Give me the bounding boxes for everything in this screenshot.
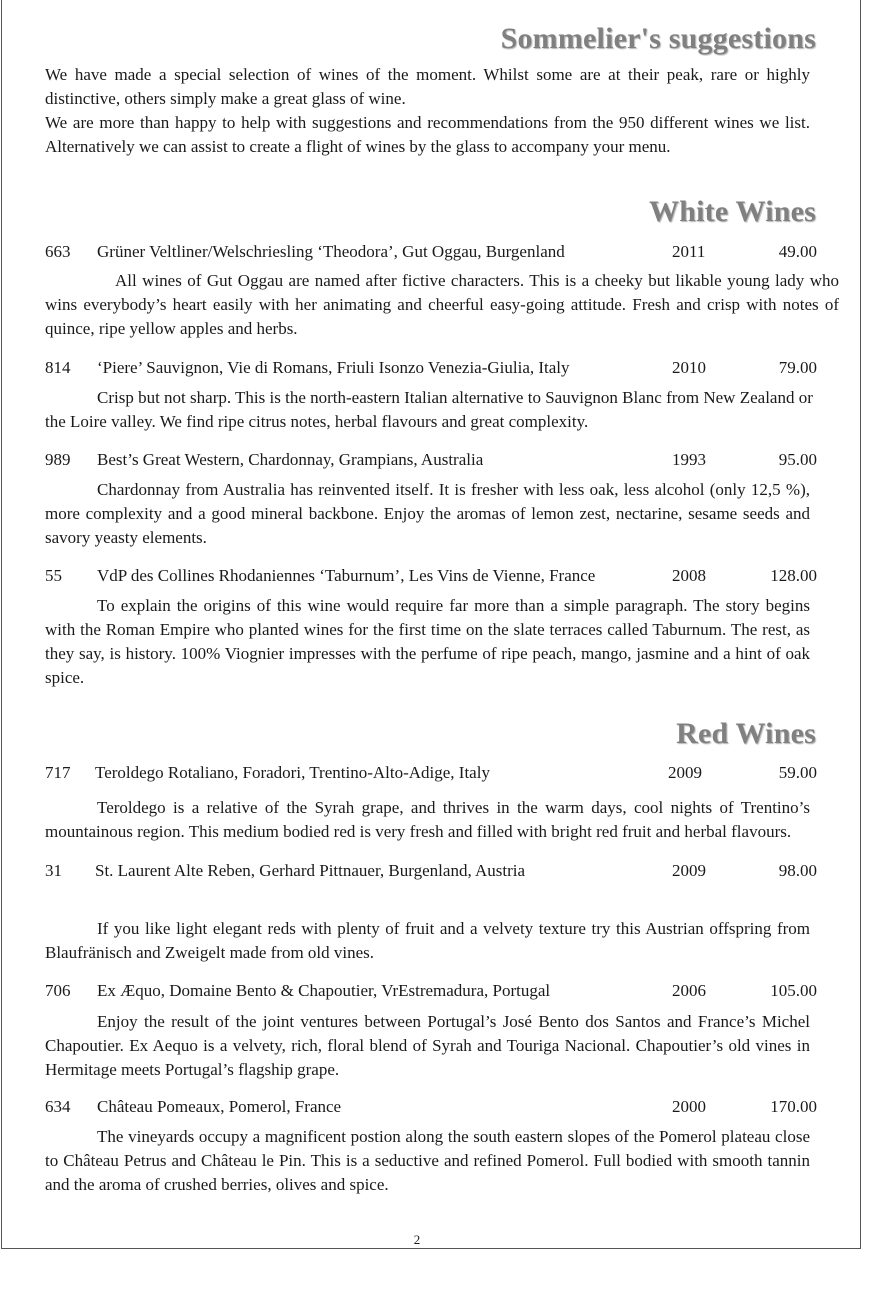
- wine-description: All wines of Gut Oggau are named after fictive characters. This is a cheeky but likable young lady who wins everybody’s heart easily with her animating and cheerful easy-going attitude. Fresh and crisp with notes of quince, ripe yellow apples and herbs.: [45, 271, 839, 338]
- wine-number: 55: [45, 566, 62, 585]
- wine-vintage: 2000: [672, 1097, 706, 1116]
- wine-number: 634: [45, 1097, 71, 1116]
- wine-price: 59.00: [778, 763, 817, 782]
- wine-number: 706: [45, 981, 71, 1000]
- wine-name: Ex Æquo, Domaine Bento & Chapoutier, VrEstremadura, Portugal: [97, 981, 551, 1000]
- wine-description: To explain the origins of this wine would require far more than a simple paragraph. The story begins with the Roman Empire who planted wines for the first time on the slate terraces called Taburnum. The rest, as they say, is history. 100% Viognier impresses with the perfume of ripe peach, mango, jasmine and a hint of oak spice.: [45, 596, 810, 687]
- wine-price: 128.00: [770, 566, 817, 585]
- wine-name: Grüner Veltliner/Welschriesling ‘Theodora’, Gut Oggau, Burgenland: [97, 242, 565, 261]
- wine-description: Crisp but not sharp. This is the north-eastern Italian alternative to Sauvignon Blanc from New Zealand or the Loire valley. We find ripe citrus notes, herbal flavours and great complexity.: [45, 388, 813, 431]
- page-title: Sommelier's suggestions: [500, 22, 816, 55]
- wine-name: Best’s Great Western, Chardonnay, Grampians, Australia: [97, 450, 484, 469]
- wine-name: VdP des Collines Rhodaniennes ‘Taburnum’, Les Vins de Vienne, France: [97, 566, 596, 585]
- wine-entry-header: [45, 240, 817, 264]
- wine-name: St. Laurent Alte Reben, Gerhard Pittnauer, Burgenland, Austria: [95, 861, 526, 880]
- wine-vintage: 2006: [672, 981, 706, 1000]
- wine-name: Château Pomeaux, Pomerol, France: [97, 1097, 342, 1116]
- wine-entry-header: [45, 448, 817, 472]
- wine-entry-header: [45, 859, 817, 883]
- wine-vintage: 1993: [672, 450, 706, 469]
- wine-description: Chardonnay from Australia has reinvented itself. It is fresher with less oak, less alcohol (only 12,5 %), more complexity and a good mineral backbone. Enjoy the aromas of lemon zest, nectarine, sesame seeds and savory yeasty elements.: [45, 480, 810, 547]
- wine-vintage: 2010: [672, 358, 706, 377]
- wine-price: 170.00: [770, 1097, 817, 1116]
- wine-vintage: 2009: [668, 763, 702, 782]
- wine-price: 49.00: [778, 242, 817, 261]
- wine-price: 95.00: [778, 450, 817, 469]
- wine-description: Enjoy the result of the joint ventures between Portugal’s José Bento dos Santos and France’s Michel Chapoutier. Ex Aequo is a velvety, rich, floral blend of Syrah and Touriga Nacional. Chapoutier’s old vines in Hermitage meets Portugal’s flagship grape.: [45, 1012, 810, 1079]
- intro-paragraph-1: We have made a special selection of wines of the moment. Whilst some are at their peak, rare or highly distinctive, others simply make a great glass of wine.: [45, 65, 810, 108]
- wine-price: 79.00: [778, 358, 817, 377]
- wine-entry-header: [45, 979, 817, 1003]
- wine-vintage: 2008: [672, 566, 706, 585]
- section-heading-white: White Wines: [649, 195, 816, 228]
- wine-number: 31: [45, 861, 62, 880]
- wine-entry-header: [45, 761, 817, 785]
- wine-description: If you like light elegant reds with plenty of fruit and a velvety texture try this Austrian offspring from Blaufränisch and Zweigelt made from old vines.: [45, 919, 810, 962]
- wine-entry-header: [45, 1095, 817, 1119]
- wine-vintage: 2009: [672, 861, 706, 880]
- page-number: 2: [413, 1232, 421, 1247]
- wine-number: 814: [45, 358, 71, 377]
- wine-number: 663: [45, 242, 71, 261]
- wine-vintage: 2011: [672, 242, 706, 261]
- wine-number: 717: [45, 763, 71, 782]
- wine-price: 105.00: [770, 981, 817, 1000]
- wine-entry-header: [45, 356, 817, 380]
- section-heading-red: Red Wines: [676, 717, 816, 750]
- wine-price: 98.00: [778, 861, 817, 880]
- wine-description: Teroldego is a relative of the Syrah grape, and thrives in the warm days, cool nights of Trentino’s mountainous region. This medium bodied red is very fresh and filled with bright red fruit and herbal flavours.: [45, 798, 810, 841]
- wine-entry-header: [45, 564, 817, 588]
- wine-name: Teroldego Rotaliano, Foradori, Trentino-Alto-Adige, Italy: [95, 763, 490, 782]
- intro-paragraph-2: We are more than happy to help with suggestions and recommendations from the 950 different wines we list. Alternatively we can assist to create a flight of wines by the glass to accompany your menu.: [45, 113, 810, 156]
- wine-name: ‘Piere’ Sauvignon, Vie di Romans, Friuli Isonzo Venezia-Giulia, Italy: [97, 358, 570, 377]
- wine-number: 989: [45, 450, 71, 469]
- wine-description: The vineyards occupy a magnificent postion along the south eastern slopes of the Pomerol plateau close to Château Petrus and Château le Pin. This is a seductive and refined Pomerol. Full bodied with smooth tannin and the aroma of crushed berries, olives and spice.: [45, 1127, 810, 1194]
